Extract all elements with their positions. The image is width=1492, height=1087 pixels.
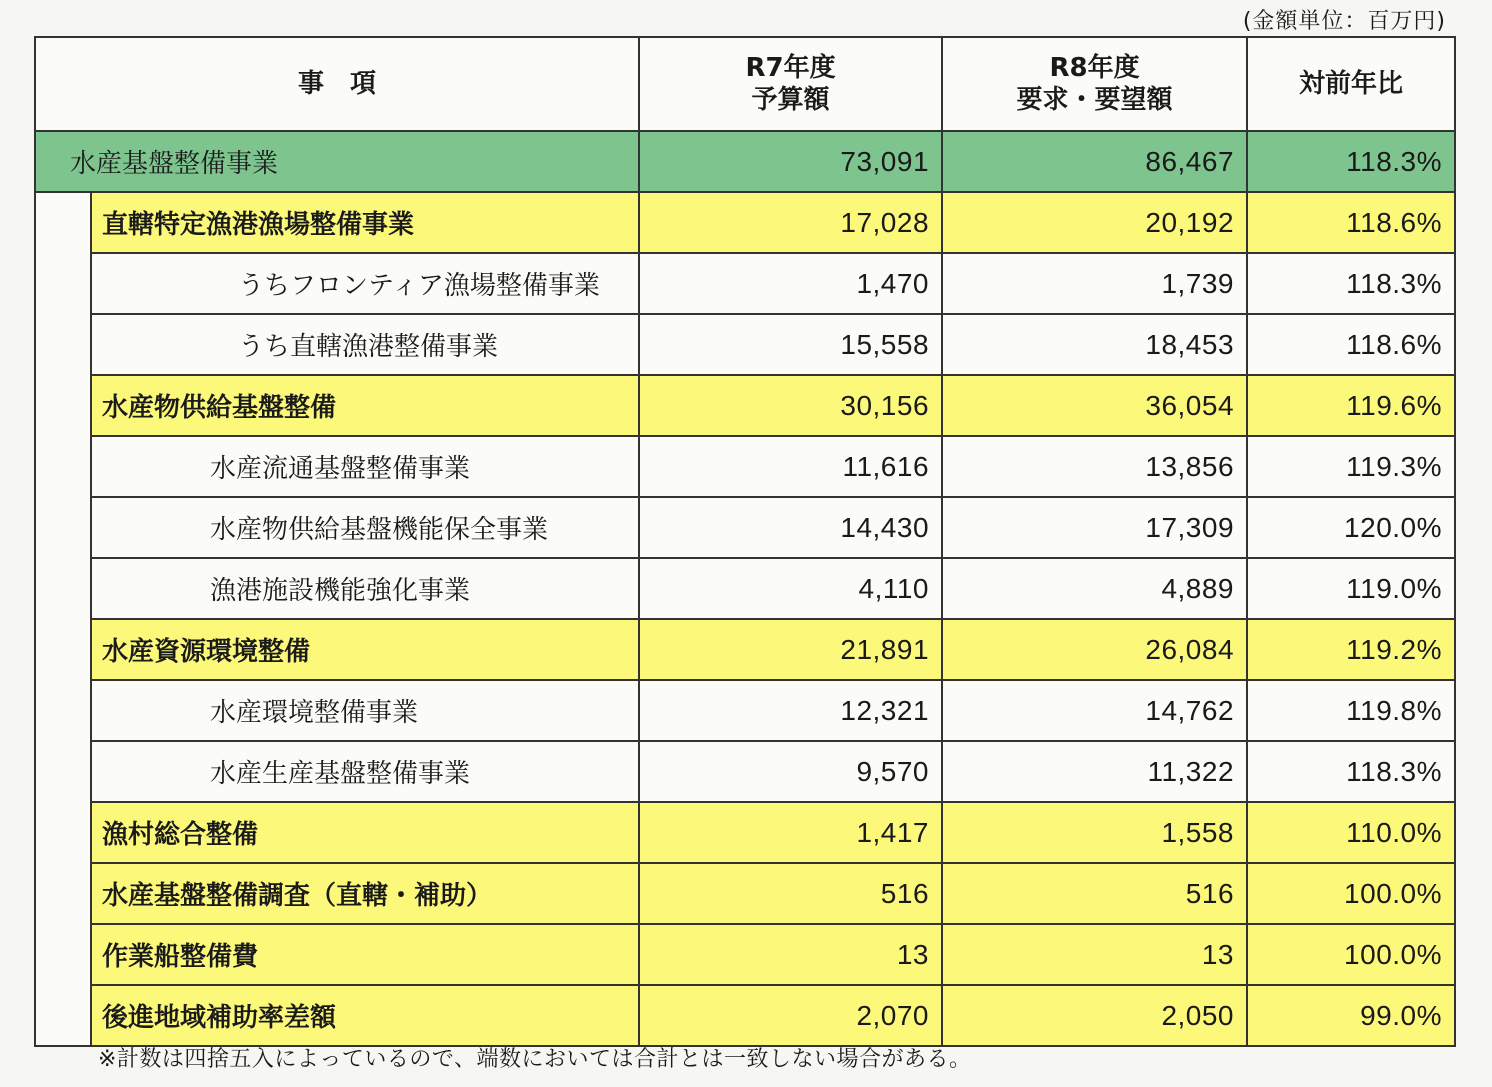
row-ratio-value: 119.2% xyxy=(1247,619,1455,680)
row-ratio-value: 119.6% xyxy=(1247,375,1455,436)
table-row-sub xyxy=(35,314,1455,375)
row-r7-value: 1,470 xyxy=(639,253,942,314)
header-r7 xyxy=(639,37,942,131)
row-r8-value: 26,084 xyxy=(942,619,1247,680)
indent-cell xyxy=(35,985,91,1046)
row-ratio-value: 118.6% xyxy=(1247,314,1455,375)
indent-cell xyxy=(35,314,91,375)
row-ratio-value: 118.3% xyxy=(1247,131,1455,192)
table-row-category xyxy=(35,619,1455,680)
header-item: 事項 xyxy=(35,37,639,131)
row-r8-value: 1,558 xyxy=(942,802,1247,863)
row-label: 水産資源環境整備 xyxy=(91,619,639,680)
row-ratio-value: 120.0% xyxy=(1247,497,1455,558)
row-label: うちフロンティア漁場整備事業 xyxy=(91,253,639,314)
row-label: うち直轄漁港整備事業 xyxy=(91,314,639,375)
row-r7-value: 73,091 xyxy=(639,131,942,192)
row-label: 作業船整備費 xyxy=(91,924,639,985)
indent-cell xyxy=(35,192,91,253)
row-r7-value: 9,570 xyxy=(639,741,942,802)
row-r7-value: 4,110 xyxy=(639,558,942,619)
table-row-sub xyxy=(35,741,1455,802)
row-ratio-value: 118.3% xyxy=(1247,741,1455,802)
row-ratio-value: 119.8% xyxy=(1247,680,1455,741)
header-r7-label: 予算額 xyxy=(751,85,830,115)
row-label: 後進地域補助率差額 xyxy=(91,985,639,1046)
row-r8-value: 4,889 xyxy=(942,558,1247,619)
header-r8 xyxy=(942,37,1247,131)
row-r7-value: 1,417 xyxy=(639,802,942,863)
row-label: 漁村総合整備 xyxy=(91,802,639,863)
table-row-total xyxy=(35,131,1455,192)
indent-cell xyxy=(35,741,91,802)
row-label: 漁港施設機能強化事業 xyxy=(91,558,639,619)
table-row-category xyxy=(35,802,1455,863)
row-label: 水産物供給基盤機能保全事業 xyxy=(91,497,639,558)
row-r8-value: 13 xyxy=(942,924,1247,985)
row-r7-value: 14,430 xyxy=(639,497,942,558)
row-r8-value: 516 xyxy=(942,863,1247,924)
header-row xyxy=(35,37,1455,131)
indent-cell xyxy=(35,802,91,863)
row-r8-value: 20,192 xyxy=(942,192,1247,253)
table-row-category xyxy=(35,375,1455,436)
row-r8-value: 36,054 xyxy=(942,375,1247,436)
row-r7-value: 11,616 xyxy=(639,436,942,497)
indent-cell xyxy=(35,436,91,497)
indent-cell xyxy=(35,253,91,314)
header-r8-label: 要求・要望額 xyxy=(1016,85,1173,115)
row-ratio-value: 119.3% xyxy=(1247,436,1455,497)
row-r7-value: 30,156 xyxy=(639,375,942,436)
row-r8-value: 18,453 xyxy=(942,314,1247,375)
row-r8-value: 86,467 xyxy=(942,131,1247,192)
table-row-category xyxy=(35,192,1455,253)
table-row-sub xyxy=(35,680,1455,741)
row-r7-value: 21,891 xyxy=(639,619,942,680)
row-label: 水産基盤整備事業 xyxy=(35,131,639,192)
budget-table xyxy=(34,36,1456,1047)
table-row-category xyxy=(35,924,1455,985)
unit-note: (金額単位：百万円) xyxy=(1242,9,1446,34)
indent-cell xyxy=(35,497,91,558)
row-ratio-value: 100.0% xyxy=(1247,863,1455,924)
footnote: ※計数は四捨五入によっているので、端数においては合計とは一致しない場合がある。 xyxy=(98,1047,972,1072)
row-label: 水産物供給基盤整備 xyxy=(91,375,639,436)
table-row-sub xyxy=(35,436,1455,497)
row-r8-value: 1,739 xyxy=(942,253,1247,314)
indent-cell xyxy=(35,924,91,985)
row-r8-value: 11,322 xyxy=(942,741,1247,802)
row-r7-value: 12,321 xyxy=(639,680,942,741)
row-label: 水産環境整備事業 xyxy=(91,680,639,741)
row-ratio-value: 99.0% xyxy=(1247,985,1455,1046)
table-row-sub xyxy=(35,558,1455,619)
row-label: 水産流通基盤整備事業 xyxy=(91,436,639,497)
table-row-sub xyxy=(35,497,1455,558)
indent-cell xyxy=(35,619,91,680)
row-r7-value: 17,028 xyxy=(639,192,942,253)
row-label: 水産生産基盤整備事業 xyxy=(91,741,639,802)
row-r8-value: 14,762 xyxy=(942,680,1247,741)
table-row-category xyxy=(35,985,1455,1046)
row-ratio-value: 100.0% xyxy=(1247,924,1455,985)
row-ratio-value: 110.0% xyxy=(1247,802,1455,863)
row-r8-value: 2,050 xyxy=(942,985,1247,1046)
row-r8-value: 17,309 xyxy=(942,497,1247,558)
row-r7-value: 516 xyxy=(639,863,942,924)
header-ratio: 対前年比 xyxy=(1247,37,1455,131)
indent-cell xyxy=(35,558,91,619)
indent-cell xyxy=(35,375,91,436)
indent-cell xyxy=(35,680,91,741)
row-label: 直轄特定漁港漁場整備事業 xyxy=(91,192,639,253)
row-ratio-value: 118.3% xyxy=(1247,253,1455,314)
row-ratio-value: 119.0% xyxy=(1247,558,1455,619)
row-r8-value: 13,856 xyxy=(942,436,1247,497)
row-label: 水産基盤整備調査（直轄・補助） xyxy=(91,863,639,924)
row-ratio-value: 118.6% xyxy=(1247,192,1455,253)
indent-cell xyxy=(35,863,91,924)
header-r8-year: R8年度 xyxy=(1049,53,1140,83)
table-row-sub xyxy=(35,253,1455,314)
table-row-category xyxy=(35,863,1455,924)
row-r7-value: 2,070 xyxy=(639,985,942,1046)
row-r7-value: 15,558 xyxy=(639,314,942,375)
row-r7-value: 13 xyxy=(639,924,942,985)
header-r7-year: R7年度 xyxy=(745,53,836,83)
